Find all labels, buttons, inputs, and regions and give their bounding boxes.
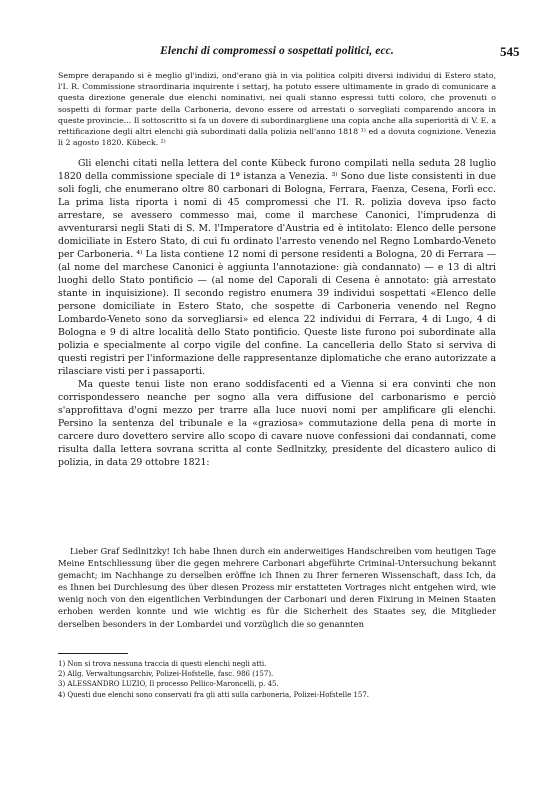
main-paragraph: Ma queste tenui liste non erano soddisfacenti ed a Vienna si era convinti che non corrispondessero neanche per sogno alla vera diffusione del carbonarismo e perciò s'approfittava d'ogni mezzo per trarre alla luce nuovi nomi per amplificare gli elenchi. Persino la sentenza del tribunale e la «graziosa» commutazione della pena di morte in carcere duro dovettero servire allo scopo di cavare nuove confessioni dai condannati, come risulta dalla lettera sovrana scritta al conte Sedlnitzky, presidente del dicastero aulico di polizia, in data 29 ottobre 1821: [58,379,496,468]
page-number: 545 [500,44,520,59]
german-quote-text: Lieber Graf Sedlnitzky! Ich habe Ihnen durch ein anderweitiges Handschreiben vom heutigen Tage Meine Entschliessung über die gegen mehrere Carbonari abgeführte Criminal-Untersuchung bekannt gemacht; im Nachhange zu derselben eröffne ich Ihnen zu Ihrer ferneren Wissenschaft, dass Ich, da es Ihnen bei Durchlesung des über diesen Prozess mir erstatteten Vortrages nicht entgehen wird, wie wenig noch von den eigentlichen Verbindungen der Carbonari und deren Fixirung in Meinen Staaten erhoben werden konnte und wie wichtig es für die Sicherheit des Staates sey, die Mitglieder derselben besonders in der Lombardei und vorzüglich die so genannten [58,546,496,629]
german-quote [58,545,496,630]
footnote: 4) Questi due elenchi sono conservati fra gli atti sulla carboneria, Polizei-Hofstelle 157. [58,690,370,699]
footnotes [58,659,496,700]
footnote: 2) Allg. Verwaltungsarchiv, Polizei-Hofstelle, fasc. 986 (157). [58,670,274,679]
footnote: 3) ALESSANDRO LUZIO, Il processo Pellico-Maroncelli, p. 45. [58,680,279,689]
main-paragraph: Gli elenchi citati nella lettera del conte Kübeck furono compilati nella seduta 28 luglio 1820 della commissione speciale di 1ª istanza a Venezia. ³⁾ Sono due liste consistenti in due soli fogli, che enumerano oltre 80 carbonari di Bologna, Ferrara, Faenza, Cesena, Forlì ecc. La prima lista riporta i nomi di 45 compromessi che l'I. R. polizia doveva ipso facto arrestare, se avessero commesso mai, come il marchese Canonici, l'imprudenza di avventurarsi negli Stati di S. M. l'Imperatore d'Austria ed è intitolato: Elenco delle persone domiciliate in Estero Stato, di cui fu ordinato l'arresto venendo nel Regno Lombardo-Veneto per Carboneria. ⁴⁾ La lista contiene 12 nomi di persone residenti a Bologna, 20 di Ferrara — (al nome del marchese Canonici è aggiunta l'annotazione: già condannato) — e 13 di altri luoghi dello Stato pontificio — (al nome del Caporali di Cesena è annotato: già arrestato stante in inquisizione). Il secondo registro enumera 39 individui sospettati «Elenco delle persone domiciliate in Estero Stato, che sospette di Carboneria venendo nel Regno Lombardo-Veneto sono da sorvegliarsi» ed elenca 22 individui di Ferrara, 4 di Lugo, 4 di Bologna e 9 di altre località dello Stato pontificio. Queste liste furono poi subordinate alla polizia e specialmente al corpo vigile del confine. La cancelleria dello Stato si serviva di questi registri per l'informazione delle rappresentanze diplomatiche che erano autorizzate a rilasciare visti per i passaporti. [58,158,496,377]
main-text [58,157,496,469]
footnote: 1) Non si trova nessuna traccia di questi elenchi negli atti. [58,660,267,668]
running-title: Elenchi di compromessi o sospettati politici, ecc. [160,45,394,57]
quote-top: Sempre derapando si è meglio gl'indizi, ond'erano già in via politica colpiti diversi individui di Estero stato, l'I. R. Commissione straordinaria inquirente i settarj, ha potuto essere ultimamente in grado di comunicare a questa direzione generale due elenchi nominativi, nei quali stanno espressi tutti coloro, che provenuti o sospetti di formar parte della Carboneria, devono essere od arrestati o sorvegliati comparendo ancora in queste provincie... Il sottoscritto si fa un dovere di subordinargliene una copia anche alla superiorità di V. E. a rettificazione degli altri elenchi già subordinati dalla polizia nell'anno 1818 ¹⁾ ed a dovuta cognizione. Venezia li 2 agosto 1820. Kübeck. ²⁾ [58,71,496,148]
footnote-divider [58,653,128,654]
